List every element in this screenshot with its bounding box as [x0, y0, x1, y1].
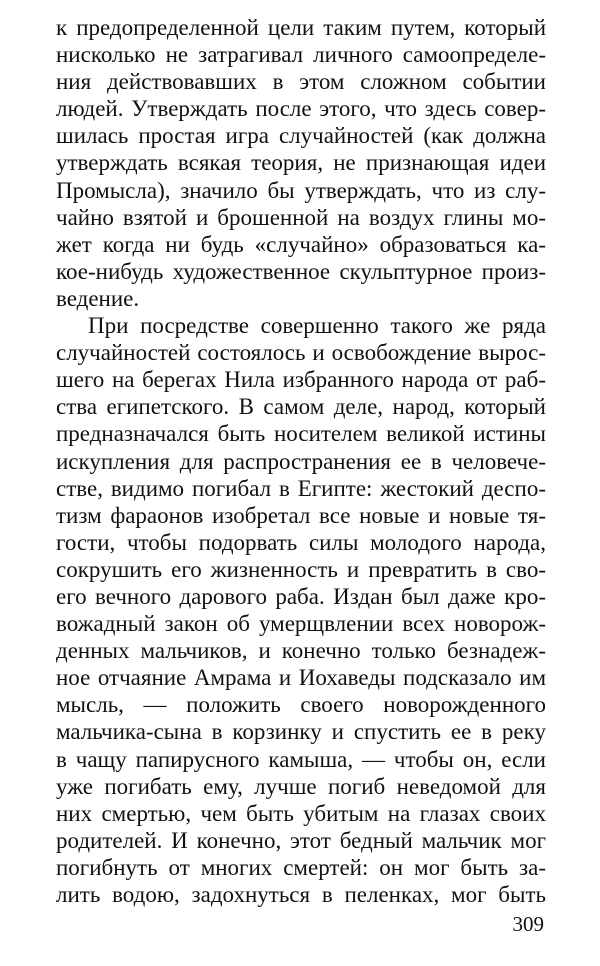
text-line: шего на берегах Нила избранного народа от раб- — [56, 367, 546, 393]
text-line: мальчика-сына в корзинку и спустить ее в реку — [56, 719, 546, 745]
text-line: погибнуть от многих смертей: он мог быть за- — [56, 854, 546, 880]
text-line: них смертью, чем быть убитым на глазах своих — [56, 800, 546, 826]
text-line: искупления для распространения ее в человече- — [56, 448, 546, 474]
text-line: денных мальчиков, и конечно только безнадеж- — [56, 638, 546, 664]
text-line: шилась простая игра случайностей (как должна — [56, 123, 546, 149]
text-line: предназначался быть носителем великой истины — [56, 421, 546, 447]
text-line: Промысла), значило бы утверждать, что из слу- — [56, 177, 546, 203]
paragraph-2 — [56, 312, 546, 908]
text-line: людей. Утверждать после этого, что здесь совер- — [56, 96, 546, 122]
text-line: мысль, — положить своего новорожденного — [56, 692, 546, 718]
text-line: ведение. — [56, 285, 140, 311]
text-line: ное отчаяние Амрама и Иохаведы подсказало им — [56, 665, 546, 691]
text-line: чайно взятой и брошенной на воздух глины мо- — [56, 204, 546, 230]
text-line: тизм фараонов изобретал все новые и новые тя- — [56, 502, 546, 528]
text-line: в чащу папирусного камыша, — чтобы он, если — [56, 746, 546, 772]
text-line: ства египетского. В самом деле, народ, который — [56, 394, 546, 420]
text-line: вожадный закон об умерщвлении всех новорож- — [56, 611, 546, 637]
text-line: сокрушить его жизненность и превратить в сво- — [56, 556, 546, 582]
text-line: случайностей состоялось и освобождение вырос- — [56, 340, 546, 366]
text-line: гости, чтобы подорвать силы молодого народа, — [56, 529, 546, 555]
text-line: При посредстве совершенно такого же ряда — [88, 313, 546, 339]
text-line: стве, видимо погибал в Египте: жестокий деспо- — [56, 475, 546, 501]
text-line: ния действовавших в этом сложном событии — [56, 69, 546, 95]
page-number: 309 — [512, 912, 544, 936]
text-line: лить водою, задохнуться в пеленках, мог быть — [56, 882, 546, 907]
paragraph-1 — [56, 14, 546, 312]
text-line: уже погибать ему, лучше погиб неведомой для — [56, 773, 546, 799]
text-line: к предопределенной цели таким путем, который — [56, 15, 546, 40]
text-line: кое-нибудь художественное скульптурное произ- — [56, 258, 546, 284]
text-line: родителей. И конечно, этот бедный мальчик мог — [56, 827, 546, 853]
text-line: жет когда ни будь «случайно» образоваться ка- — [56, 231, 546, 257]
body-text — [56, 14, 546, 908]
text-line: утверждать всякая теория, не признающая идеи — [56, 150, 546, 176]
text-line: нисколько не затрагивал личного самоопределе- — [56, 42, 546, 68]
text-line: его вечного дарового раба. Издан был даже кро- — [56, 583, 546, 609]
